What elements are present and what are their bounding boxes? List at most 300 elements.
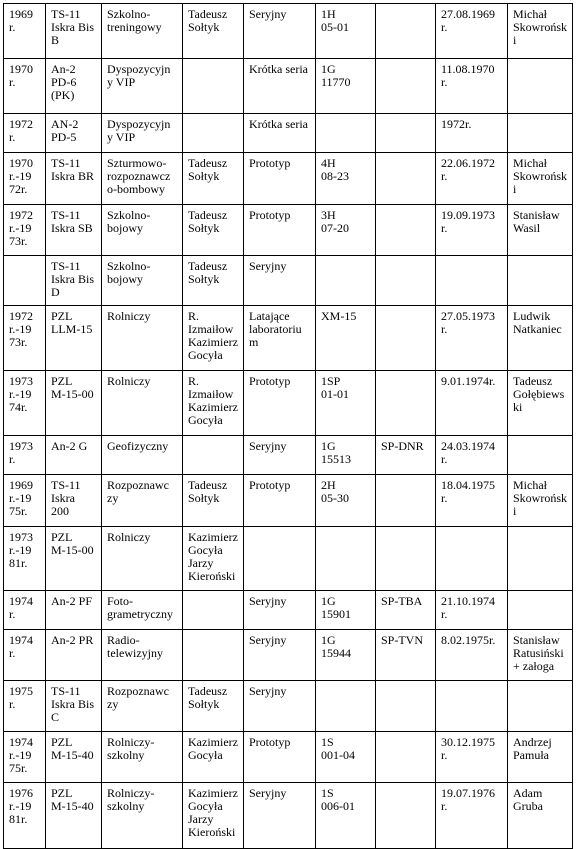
model-cell bbox=[46, 256, 102, 306]
cell-text-line: Natkaniec bbox=[513, 322, 562, 336]
cell-text-line: 006-01 bbox=[321, 799, 355, 813]
pilot-cell bbox=[508, 732, 573, 783]
table-row bbox=[4, 4, 573, 59]
cell-text-line: 001-04 bbox=[321, 748, 355, 762]
pilot-cell bbox=[508, 205, 573, 256]
model-cell bbox=[46, 783, 102, 849]
flight-date-cell bbox=[436, 371, 508, 436]
serial-number-cell bbox=[316, 256, 376, 306]
model-cell bbox=[46, 732, 102, 783]
cell-text-line: 21.10.1974 bbox=[441, 594, 495, 608]
cell-text-line: 1969 bbox=[9, 478, 33, 492]
cell-text-line: r.-19 bbox=[9, 543, 32, 557]
series-cell bbox=[244, 306, 316, 371]
cell-text-line: 1972 bbox=[9, 208, 33, 222]
flight-date-cell bbox=[436, 153, 508, 205]
cell-text-line: M-15-00 bbox=[51, 543, 94, 557]
cell-text-line: Pamuła bbox=[513, 748, 549, 762]
cell-text-line: Jarzy bbox=[188, 556, 214, 570]
model-cell bbox=[46, 371, 102, 436]
pilot-cell bbox=[508, 59, 573, 114]
year-cell bbox=[4, 256, 46, 306]
registration-cell bbox=[376, 630, 436, 681]
registration-cell bbox=[376, 371, 436, 436]
cell-text-line: M-15-00 bbox=[51, 387, 94, 401]
cell-text-line: PD-5 bbox=[51, 130, 77, 144]
model-cell bbox=[46, 436, 102, 475]
cell-text-line: grametryczny bbox=[107, 607, 173, 621]
cell-text-line: Kieroński bbox=[188, 825, 236, 839]
cell-text-line: Rolniczy- bbox=[107, 786, 155, 800]
series-cell bbox=[244, 591, 316, 630]
table-row bbox=[4, 630, 573, 681]
cell-text-line: 1975 bbox=[9, 684, 33, 698]
cell-text-line: Prototyp bbox=[249, 478, 291, 492]
cell-text-line: C bbox=[51, 710, 60, 724]
cell-text-line: Rolniczy bbox=[107, 309, 151, 323]
cell-text-line: LLM-15 bbox=[51, 322, 93, 336]
flight-date-cell bbox=[436, 732, 508, 783]
table-row bbox=[4, 153, 573, 205]
cell-text-line: zy bbox=[107, 491, 119, 505]
cell-text-line: SP-TVN bbox=[381, 633, 424, 647]
cell-text-line: Krótka seria bbox=[249, 62, 308, 76]
cell-text-line: r. bbox=[9, 130, 16, 144]
cell-text-line: 1972 bbox=[9, 309, 33, 323]
cell-text-line: 1972 bbox=[9, 117, 33, 131]
cell-text-line: r. bbox=[441, 75, 448, 89]
cell-text-line: Stanisław bbox=[513, 633, 560, 647]
cell-text-line: Szkolno- bbox=[107, 7, 151, 21]
type-cell bbox=[102, 630, 183, 681]
model-cell bbox=[46, 591, 102, 630]
cell-text-line: Iskra BR bbox=[51, 169, 94, 183]
designer-cell bbox=[183, 205, 244, 256]
cell-text-line: Seryjny bbox=[249, 684, 287, 698]
cell-text-line: r. bbox=[9, 646, 16, 660]
cell-text-line: Izmaiłow bbox=[188, 322, 234, 336]
cell-text-line: TS-11 bbox=[51, 156, 81, 170]
table-row bbox=[4, 371, 573, 436]
cell-text-line: Rolniczy- bbox=[107, 735, 155, 749]
cell-text-line: 1970 bbox=[9, 156, 33, 170]
designer-cell bbox=[183, 527, 244, 591]
designer-cell bbox=[183, 114, 244, 153]
cell-text-line: Prototyp bbox=[249, 156, 291, 170]
cell-text-line: Adam bbox=[513, 786, 543, 800]
flight-date-cell bbox=[436, 256, 508, 306]
table-row bbox=[4, 59, 573, 114]
cell-text-line: Szkolno- bbox=[107, 208, 151, 222]
cell-text-line: Gocyła bbox=[188, 799, 223, 813]
series-cell bbox=[244, 681, 316, 732]
cell-text-line: Kieroński bbox=[188, 569, 236, 583]
cell-text-line: + załoga bbox=[513, 659, 555, 673]
cell-text-line: 08-23 bbox=[321, 169, 349, 183]
cell-text-line: Sołtyk bbox=[188, 697, 220, 711]
registration-cell bbox=[376, 527, 436, 591]
cell-text-line: r. bbox=[441, 452, 448, 466]
cell-text-line: 19.07.1976 bbox=[441, 786, 495, 800]
cell-text-line: Ratusiński bbox=[513, 646, 564, 660]
cell-text-line: 18.04.1975 bbox=[441, 478, 495, 492]
cell-text-line: Michał bbox=[513, 156, 547, 170]
pilot-cell bbox=[508, 436, 573, 475]
model-cell bbox=[46, 306, 102, 371]
pilot-cell bbox=[508, 4, 573, 59]
series-cell bbox=[244, 371, 316, 436]
cell-text-line: Stanisław bbox=[513, 208, 560, 222]
cell-text-line: r. bbox=[441, 169, 448, 183]
table-row bbox=[4, 306, 573, 371]
flight-date-cell bbox=[436, 306, 508, 371]
cell-text-line: Sołtyk bbox=[188, 491, 220, 505]
cell-text-line: TS-11 bbox=[51, 684, 81, 698]
series-cell bbox=[244, 630, 316, 681]
series-cell bbox=[244, 732, 316, 783]
cell-text-line: 73r. bbox=[9, 234, 28, 248]
cell-text-line: An-2 PF bbox=[51, 594, 93, 608]
table-row bbox=[4, 436, 573, 475]
year-cell bbox=[4, 630, 46, 681]
cell-text-line: szkolny bbox=[107, 799, 145, 813]
type-cell bbox=[102, 436, 183, 475]
cell-text-line: Rolniczy bbox=[107, 530, 151, 544]
flight-date-cell bbox=[436, 205, 508, 256]
serial-number-cell bbox=[316, 630, 376, 681]
cell-text-line: 1SP bbox=[321, 374, 341, 388]
year-cell bbox=[4, 475, 46, 527]
cell-text-line: Andrzej bbox=[513, 735, 552, 749]
type-cell bbox=[102, 591, 183, 630]
registration-cell bbox=[376, 591, 436, 630]
table-row bbox=[4, 475, 573, 527]
serial-number-cell bbox=[316, 4, 376, 59]
cell-text-line: 11.08.1970 bbox=[441, 62, 495, 76]
pilot-cell bbox=[508, 783, 573, 849]
type-cell bbox=[102, 732, 183, 783]
model-cell bbox=[46, 153, 102, 205]
cell-text-line: XM-15 bbox=[321, 309, 357, 323]
cell-text-line: i bbox=[513, 504, 517, 518]
cell-text-line: M-15-40 bbox=[51, 748, 94, 762]
cell-text-line: r.-19 bbox=[9, 748, 32, 762]
cell-text-line: y VIP bbox=[107, 130, 136, 144]
cell-text-line: 15513 bbox=[321, 452, 351, 466]
serial-number-cell bbox=[316, 475, 376, 527]
cell-text-line: Gruba bbox=[513, 799, 543, 813]
cell-text-line: bojowy bbox=[107, 272, 143, 286]
serial-number-cell bbox=[316, 153, 376, 205]
designer-cell bbox=[183, 436, 244, 475]
pilot-cell bbox=[508, 591, 573, 630]
cell-text-line: PZL bbox=[51, 786, 73, 800]
table-row bbox=[4, 732, 573, 783]
cell-text-line: Tadeusz bbox=[188, 208, 228, 222]
flight-date-cell bbox=[436, 630, 508, 681]
flight-date-cell bbox=[436, 59, 508, 114]
cell-text-line: TS-11 bbox=[51, 259, 81, 273]
cell-text-line: Seryjny bbox=[249, 7, 287, 21]
cell-text-line: Gocyła bbox=[188, 748, 223, 762]
cell-text-line: 1973 bbox=[9, 530, 33, 544]
cell-text-line: An-2 bbox=[51, 62, 76, 76]
year-cell bbox=[4, 681, 46, 732]
cell-text-line: 2H bbox=[321, 478, 336, 492]
registration-cell bbox=[376, 783, 436, 849]
cell-text-line: Tadeusz bbox=[188, 478, 228, 492]
cell-text-line: Iskra Bis bbox=[51, 20, 94, 34]
cell-text-line: Seryjny bbox=[249, 259, 287, 273]
designer-cell bbox=[183, 153, 244, 205]
cell-text-line: Sołtyk bbox=[188, 221, 220, 235]
serial-number-cell bbox=[316, 205, 376, 256]
year-cell bbox=[4, 527, 46, 591]
cell-text-line: i bbox=[513, 182, 517, 196]
pilot-cell bbox=[508, 256, 573, 306]
pilot-cell bbox=[508, 306, 573, 371]
cell-text-line: 30.12.1975 bbox=[441, 735, 495, 749]
cell-text-line: 81r. bbox=[9, 812, 28, 826]
series-cell bbox=[244, 783, 316, 849]
cell-text-line: Sołtyk bbox=[188, 272, 220, 286]
series-cell bbox=[244, 153, 316, 205]
cell-text-line: B bbox=[51, 33, 60, 47]
cell-text-line: AN-2 bbox=[51, 117, 79, 131]
designer-cell bbox=[183, 630, 244, 681]
cell-text-line: 72r. bbox=[9, 182, 28, 196]
flight-date-cell bbox=[436, 527, 508, 591]
cell-text-line: r. bbox=[441, 20, 448, 34]
cell-text-line: Michał bbox=[513, 478, 547, 492]
serial-number-cell bbox=[316, 306, 376, 371]
cell-text-line: 11770 bbox=[321, 75, 351, 89]
cell-text-line: 1S bbox=[321, 786, 334, 800]
registration-cell bbox=[376, 114, 436, 153]
type-cell bbox=[102, 306, 183, 371]
cell-text-line: 73r. bbox=[9, 335, 28, 349]
cell-text-line: bojowy bbox=[107, 221, 143, 235]
pilot-cell bbox=[508, 371, 573, 436]
type-cell bbox=[102, 371, 183, 436]
cell-text-line: 81r. bbox=[9, 556, 28, 570]
designer-cell bbox=[183, 371, 244, 436]
series-cell bbox=[244, 4, 316, 59]
designer-cell bbox=[183, 732, 244, 783]
cell-text-line: 1974 bbox=[9, 594, 33, 608]
cell-text-line: 74r. bbox=[9, 400, 28, 414]
cell-text-line: 1974 bbox=[9, 735, 33, 749]
cell-text-line: 8.02.1975r. bbox=[441, 633, 496, 647]
type-cell bbox=[102, 783, 183, 849]
flight-date-cell bbox=[436, 475, 508, 527]
model-cell bbox=[46, 630, 102, 681]
designer-cell bbox=[183, 591, 244, 630]
table-row bbox=[4, 114, 573, 153]
cell-text-line: Rolniczy bbox=[107, 374, 151, 388]
cell-text-line: szkolny bbox=[107, 748, 145, 762]
cell-text-line: r. bbox=[9, 697, 16, 711]
designer-cell bbox=[183, 4, 244, 59]
cell-text-line: PD-6 bbox=[51, 75, 77, 89]
cell-text-line: PZL bbox=[51, 735, 73, 749]
registration-cell bbox=[376, 205, 436, 256]
pilot-cell bbox=[508, 114, 573, 153]
designer-cell bbox=[183, 681, 244, 732]
cell-text-line: r.-19 bbox=[9, 322, 32, 336]
cell-text-line: Izmaiłow bbox=[188, 387, 234, 401]
aircraft-table bbox=[3, 3, 573, 849]
cell-text-line: Prototyp bbox=[249, 374, 291, 388]
cell-text-line: Seryjny bbox=[249, 594, 287, 608]
flight-date-cell bbox=[436, 783, 508, 849]
cell-text-line: 200 bbox=[51, 504, 69, 518]
pilot-cell bbox=[508, 630, 573, 681]
cell-text-line: 3H bbox=[321, 208, 336, 222]
cell-text-line: Iskra Bis bbox=[51, 272, 94, 286]
cell-text-line: Michał bbox=[513, 7, 547, 21]
cell-text-line: 1973 bbox=[9, 374, 33, 388]
cell-text-line: 27.08.1969 bbox=[441, 7, 495, 21]
table-row bbox=[4, 591, 573, 630]
registration-cell bbox=[376, 59, 436, 114]
cell-text-line: TS-11 bbox=[51, 478, 81, 492]
year-cell bbox=[4, 205, 46, 256]
cell-text-line: Tadeusz bbox=[188, 259, 228, 273]
serial-number-cell bbox=[316, 527, 376, 591]
designer-cell bbox=[183, 475, 244, 527]
series-cell bbox=[244, 114, 316, 153]
cell-text-line: 1976 bbox=[9, 786, 33, 800]
cell-text-line: PZL bbox=[51, 374, 73, 388]
cell-text-line: r. bbox=[441, 322, 448, 336]
cell-text-line: 15944 bbox=[321, 646, 351, 660]
cell-text-line: r. bbox=[9, 20, 16, 34]
cell-text-line: Rozpoznawc bbox=[107, 478, 169, 492]
registration-cell bbox=[376, 256, 436, 306]
model-cell bbox=[46, 59, 102, 114]
flight-date-cell bbox=[436, 114, 508, 153]
year-cell bbox=[4, 732, 46, 783]
type-cell bbox=[102, 4, 183, 59]
table-row bbox=[4, 681, 573, 732]
cell-text-line: Gołębiews bbox=[513, 387, 565, 401]
designer-cell bbox=[183, 59, 244, 114]
cell-text-line: Radio- bbox=[107, 633, 140, 647]
year-cell bbox=[4, 4, 46, 59]
series-cell bbox=[244, 256, 316, 306]
cell-text-line: M-15-40 bbox=[51, 799, 94, 813]
table-row bbox=[4, 783, 573, 849]
series-cell bbox=[244, 205, 316, 256]
cell-text-line: r. bbox=[441, 221, 448, 235]
serial-number-cell bbox=[316, 591, 376, 630]
cell-text-line: y VIP bbox=[107, 75, 136, 89]
series-cell bbox=[244, 527, 316, 591]
cell-text-line: Kazimierz bbox=[188, 530, 238, 544]
cell-text-line: Wasil bbox=[513, 221, 541, 235]
cell-text-line: Sołtyk bbox=[188, 169, 220, 183]
cell-text-line: SP-TBA bbox=[381, 594, 423, 608]
pilot-cell bbox=[508, 681, 573, 732]
pilot-cell bbox=[508, 475, 573, 527]
cell-text-line: Seryjny bbox=[249, 633, 287, 647]
cell-text-line: i bbox=[513, 33, 517, 47]
cell-text-line: o-bombowy bbox=[107, 182, 165, 196]
cell-text-line: Iskra Bis bbox=[51, 697, 94, 711]
cell-text-line: TS-11 bbox=[51, 208, 81, 222]
pilot-cell bbox=[508, 153, 573, 205]
registration-cell bbox=[376, 475, 436, 527]
cell-text-line: Rozpoznawc bbox=[107, 684, 169, 698]
cell-text-line: SP-DNR bbox=[381, 439, 424, 453]
cell-text-line: Tadeusz bbox=[188, 7, 228, 21]
cell-text-line: 1972r. bbox=[441, 117, 472, 131]
cell-text-line: zy bbox=[107, 697, 119, 711]
cell-text-line: 4H bbox=[321, 156, 336, 170]
cell-text-line: Kazimierz bbox=[188, 335, 238, 349]
cell-text-line: r.-19 bbox=[9, 221, 32, 235]
type-cell bbox=[102, 681, 183, 732]
model-cell bbox=[46, 114, 102, 153]
serial-number-cell bbox=[316, 783, 376, 849]
cell-text-line: R. bbox=[188, 309, 200, 323]
pilot-cell bbox=[508, 527, 573, 591]
cell-text-line: r.-19 bbox=[9, 387, 32, 401]
cell-text-line: Kazimierz bbox=[188, 400, 238, 414]
cell-text-line: Latające bbox=[249, 309, 290, 323]
cell-text-line: TS-11 bbox=[51, 7, 81, 21]
year-cell bbox=[4, 436, 46, 475]
registration-cell bbox=[376, 4, 436, 59]
year-cell bbox=[4, 591, 46, 630]
cell-text-line: 1G bbox=[321, 62, 336, 76]
cell-text-line: 19.09.1973 bbox=[441, 208, 495, 222]
cell-text-line: r. bbox=[441, 748, 448, 762]
cell-text-line: Iskra SB bbox=[51, 221, 93, 235]
serial-number-cell bbox=[316, 436, 376, 475]
series-cell bbox=[244, 475, 316, 527]
serial-number-cell bbox=[316, 681, 376, 732]
cell-text-line: Krótka seria bbox=[249, 117, 308, 131]
cell-text-line: r. bbox=[9, 607, 16, 621]
cell-text-line: rozpoznawcz bbox=[107, 169, 171, 183]
year-cell bbox=[4, 114, 46, 153]
registration-cell bbox=[376, 153, 436, 205]
cell-text-line: r.-19 bbox=[9, 799, 32, 813]
flight-date-cell bbox=[436, 681, 508, 732]
series-cell bbox=[244, 436, 316, 475]
cell-text-line: Skowrońsk bbox=[513, 169, 568, 183]
cell-text-line: Skowrońsk bbox=[513, 20, 568, 34]
cell-text-line: 27.05.1973 bbox=[441, 309, 495, 323]
cell-text-line: 22.06.1972 bbox=[441, 156, 495, 170]
cell-text-line: 1974 bbox=[9, 633, 33, 647]
cell-text-line: 1970 bbox=[9, 62, 33, 76]
cell-text-line: PZL bbox=[51, 309, 73, 323]
type-cell bbox=[102, 114, 183, 153]
cell-text-line: Iskra bbox=[51, 491, 75, 505]
cell-text-line: 1973 bbox=[9, 439, 33, 453]
year-cell bbox=[4, 783, 46, 849]
cell-text-line: Seryjny bbox=[249, 786, 287, 800]
cell-text-line: An-2 PR bbox=[51, 633, 94, 647]
cell-text-line: laboratoriu bbox=[249, 322, 302, 336]
type-cell bbox=[102, 59, 183, 114]
model-cell bbox=[46, 4, 102, 59]
cell-text-line: r. bbox=[441, 799, 448, 813]
cell-text-line: Ludwik bbox=[513, 309, 551, 323]
